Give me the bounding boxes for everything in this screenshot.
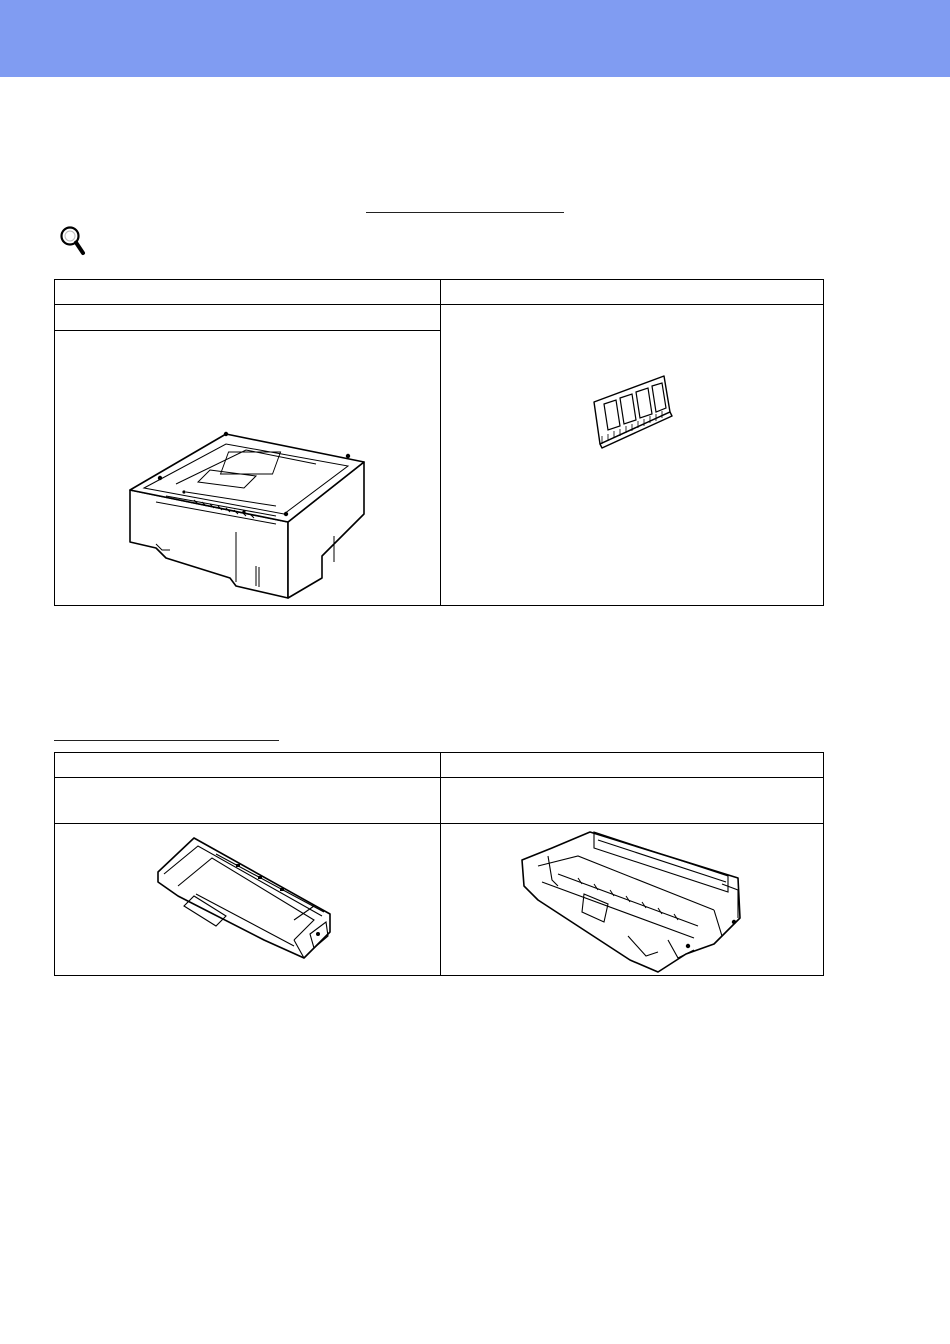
magnifier-icon <box>58 224 88 258</box>
options-table-header-rule <box>55 304 823 305</box>
consumables-table-divider <box>440 753 441 975</box>
options-table-divider <box>440 280 441 605</box>
header-band <box>0 0 950 77</box>
lower-tray-unit-illustration <box>126 426 370 602</box>
options-link[interactable] <box>366 212 564 213</box>
drum-unit-illustration <box>518 826 744 974</box>
consumables-table-header-rule <box>55 777 823 778</box>
consumables-link[interactable] <box>54 740 279 741</box>
memory-module-illustration <box>590 374 674 450</box>
options-table-subrow-rule <box>55 330 440 331</box>
consumables-table-subrow-rule <box>55 823 823 824</box>
toner-cartridge-illustration <box>154 836 338 962</box>
